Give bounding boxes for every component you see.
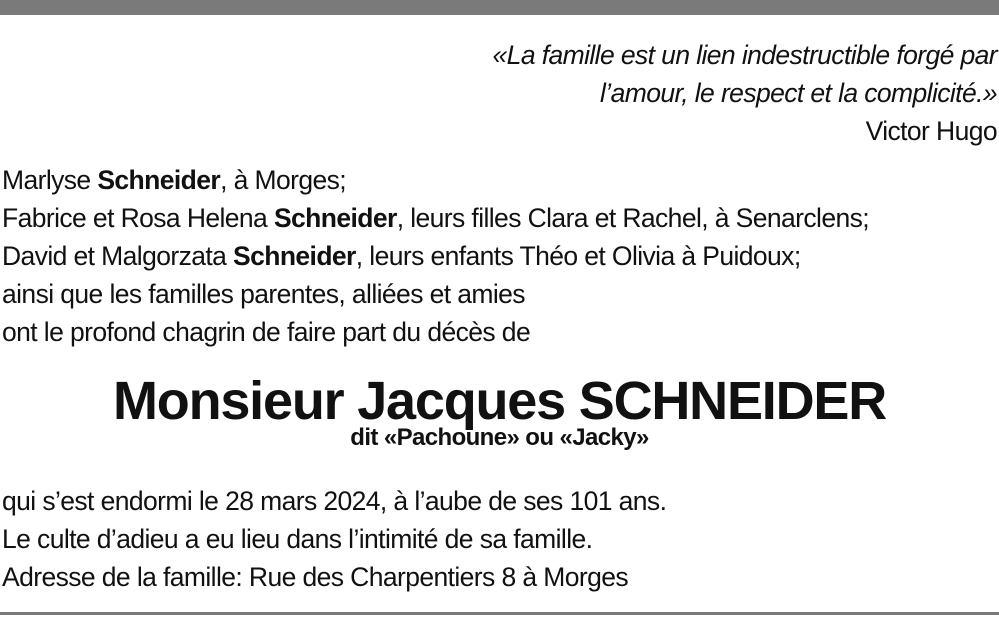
family-line-3-pre: David et Malgorzata [2, 241, 234, 271]
deceased-name-block [0, 368, 999, 452]
family-line-2 [2, 199, 999, 237]
family-line-5: ont le profond chagrin de faire part du décès de [2, 317, 531, 347]
family-line-1-pre: Marlyse [2, 165, 98, 195]
death-details [2, 482, 999, 596]
family-line-4: ainsi que les familles parentes, alliées et amies [2, 279, 525, 309]
deceased-name: Monsieur Jacques SCHNEIDER [113, 371, 886, 431]
family-line-2-post: , leurs filles Clara et Rachel, à Senarclens; [396, 203, 870, 233]
family-line-1 [2, 161, 999, 199]
quote-line-2: l’amour, le respect et la complicité.» [600, 78, 997, 108]
top-border-rule [0, 0, 999, 15]
family-line-2-pre: Fabrice et Rosa Helena [2, 203, 274, 233]
family-line-3-surname: Schneider [233, 241, 356, 271]
quote-line-1: «La famille est un lien indestructible forgé par [492, 40, 997, 70]
deceased-nickname: dit «Pachoune» ou «Jacky» [350, 424, 649, 451]
details-line-3: Adresse de la famille: Rue des Charpentiers 8 à Morges [2, 562, 629, 592]
family-line-2-surname: Schneider [273, 203, 397, 233]
family-announcement [2, 161, 999, 351]
family-line-1-surname: Schneider [97, 165, 221, 195]
family-line-3-post: , leurs enfants Théo et Olivia à Puidoux; [355, 241, 801, 271]
epigraph-quote [297, 36, 997, 150]
details-line-2: Le culte d’adieu a eu lieu dans l’intimité de sa famille. [2, 524, 593, 554]
family-line-3 [2, 237, 999, 275]
details-line-1: qui s’est endormi le 28 mars 2024, à l’aube de ses 101 ans. [2, 486, 667, 516]
family-line-1-post: , à Morges; [220, 165, 347, 195]
bottom-border-rule [0, 612, 999, 615]
quote-author: Victor Hugo [865, 116, 997, 146]
